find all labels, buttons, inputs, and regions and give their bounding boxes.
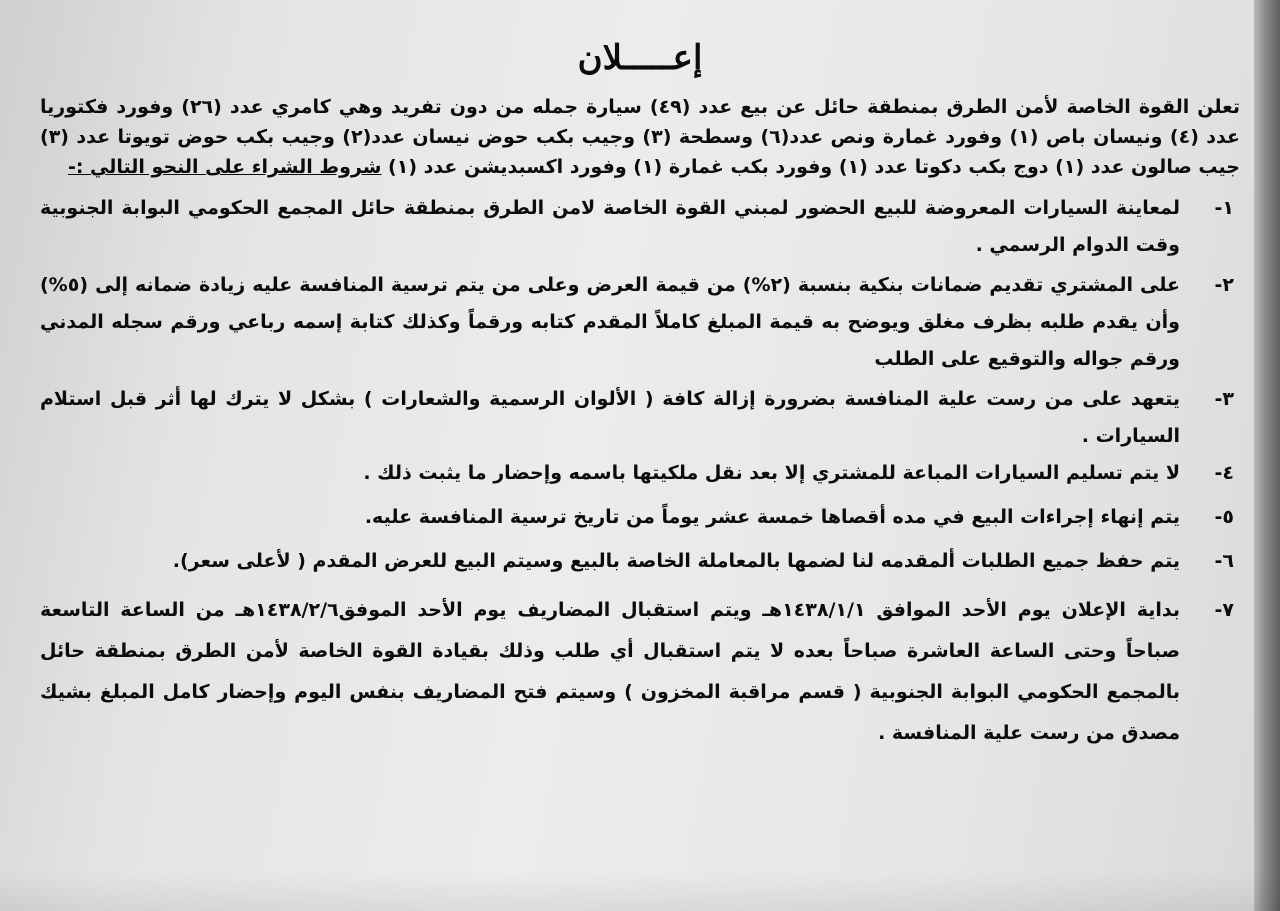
- list-item-text: بداية الإعلان يوم الأحد الموافق ١٤٣٨/١/١هـ ويتم استقبال المضاريف يوم الأحد الموفق١٤٣٨/٢/٦هـ من الساعة التاسعة صباحاً وحتى الساعة العاشرة صباحاً بعده لا يتم استقبال أي طلب وذلك بقيادة القوة الخاصة لأمن الطرق بمنطقة حائل بالمجمع الحكومي البوابة الجنوبية ( قسم مراقبة المخزون ) وسيتم فتح المضاريف بنفس اليوم وإحضار كامل المبلغ بشيك مصدق من رست علية المنافسة .: [40, 599, 1181, 744]
- list-item-text: يتعهد على من رست علية المنافسة بضرورة إزالة كافة ( الألوان الرسمية والشعارات ) بشكل لا يترك لها أثر قبل استلام السيارات .: [40, 388, 1180, 447]
- intro-text: تعلن القوة الخاصة لأمن الطرق بمنطقة حائل عن بيع عدد (٤٩) سيارة جمله من دون تفريد وهي كامري عدد (٢٦) وفورد فكتوريا عدد (٤) ونيسان باص (١) وفورد غمارة ونص عدد(٦) وسطحة (٣) وجيب بكب حوض نيسان عدد(٢) وجيب بكب حوض تويوتا عدد (٣) جيب صالون عدد (١) دوج بكب دكوتا عدد (١) وفورد بكب غمارة (١) وفورد اكسبديشن عدد (١): [40, 96, 1240, 178]
- list-item-number: ٣-: [1214, 388, 1234, 410]
- list-item-text: على المشتري تقديم ضمانات بنكية بنسبة (٢%) من قيمة العرض وعلى من يتم ترسية المنافسة عليه زيادة ضمانه إلى (٥%) وأن يقدم طلبه بظرف مغلق ويوضح به قيمة المبلغ كاملاً المقدم كتابه ورقماً وكذلك كتابة إسمه رباعي ورقم سجله المدني ورقم جواله والتوقيع على الطلب: [40, 274, 1180, 370]
- list-item-1: [40, 190, 1240, 264]
- list-item-number: ٥-: [1214, 506, 1234, 528]
- list-item-number: ٤-: [1214, 462, 1234, 484]
- list-item-number: ٢-: [1214, 274, 1234, 296]
- document-title: [40, 38, 1240, 78]
- intro-conditions-heading: شروط الشراء على النحو التالي :-: [67, 156, 382, 178]
- list-item-3: [40, 381, 1240, 455]
- list-item-5: [40, 502, 1240, 532]
- list-item-number: ٧-: [1214, 599, 1234, 621]
- list-item-text: يتم حفظ جميع الطلبات ألمقدمه لنا لضمها بالمعاملة الخاصة بالبيع وسيتم البيع للعرض المقدم ( لأعلى سعر).: [172, 550, 1180, 572]
- list-item-4: [40, 458, 1240, 488]
- list-item-number: ١-: [1214, 197, 1234, 219]
- list-item-6: [40, 546, 1240, 576]
- list-item-number: ٦-: [1214, 550, 1234, 572]
- page-edge-shadow: [1254, 0, 1280, 911]
- list-item-2: [40, 267, 1240, 378]
- announcement-document: [40, 30, 1240, 757]
- list-item-7: [40, 590, 1240, 754]
- intro-paragraph: [40, 92, 1240, 182]
- list-item-text: يتم إنهاء إجراءات البيع في مده أقصاها خمسة عشر يوماً من تاريخ ترسية المنافسة عليه.: [364, 506, 1180, 528]
- list-item-text: لمعاينة السيارات المعروضة للبيع الحضور لمبني القوة الخاصة لامن الطرق بمنطقة حائل المجمع الحكومي البوابة الجنوبية وقت الدوام الرسمي .: [40, 197, 1180, 256]
- list-item-text: لا يتم تسليم السيارات المباعة للمشتري إلا بعد نقل ملكيتها باسمه وإحضار ما يثبت ذلك .: [363, 462, 1180, 484]
- document-title-text: إعـــــلان: [577, 38, 703, 78]
- page-bottom-shadow: [0, 871, 1280, 911]
